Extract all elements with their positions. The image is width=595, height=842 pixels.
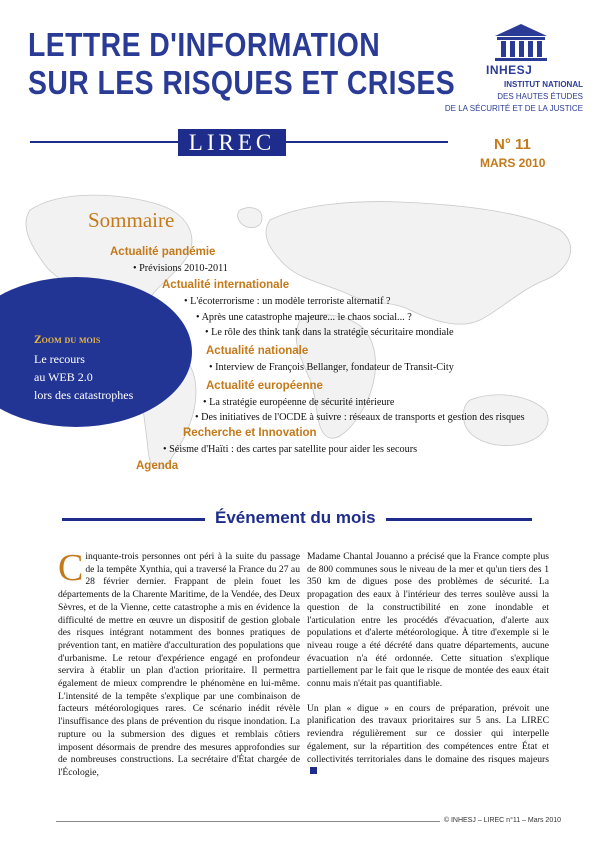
toc-section-pandemie[interactable]: Actualité pandémie (110, 246, 216, 258)
sommaire-title: Sommaire (88, 208, 175, 232)
toc-item[interactable]: • L'écoterrorisme : un modèle terroriste alternatif ? (184, 296, 391, 307)
toc-section-nationale[interactable]: Actualité nationale (206, 345, 309, 357)
article-text-1: inquante-trois personnes ont péri à la suite du passage de la tempête Xynthia, qui a traversé la France du 27 au 28 février dernier. Frappant de plein fouet les départements de la Charente Maritime, de la Vendée, des Deux Sèvres, et de la Vienne, cette catastrophe a mis en évidence la difficulté de mettre en œuvre un dispositif de gestion globale des risques intégrant notamment des bonnes pratiques de prévention tant, en matière d'acculturation des populations que d'urbanisme. Le retour d'expérience engagé en profondeur servira à établir un plan d'action prioritaire. Il permettra également de mieux comprendre le phénomène en lui-même. L'intensité de la tempête s'explique par une combinaison de facteurs météorologiques rares. Ce scénario inédit révèle l'insuffisance des plans de prévention du risque inondation. La rupture ou la submersion des digues et remblais côtiers imposent désormais de prendre des mesures approfondies sur de nombreuses constructions. La secrétaire d'État chargée de l'Écologie, (58, 551, 300, 778)
toc-section-recherche[interactable]: Recherche et Innovation (183, 427, 317, 439)
zoom-line-3: lors des catastrophes (34, 388, 134, 402)
issue-date: MARS 2010 (480, 156, 546, 170)
event-title: Événement du mois (205, 508, 386, 528)
article-text-3: Un plan « digue » en cours de préparation, prévoit une planification des travaux prioritaires sur 5 ans. La LIREC reviendra régulièrement sur ce dossier qui interpelle également, sur la répartition des compétences entre État et collectivités territoriales dans le domaine des risques majeurs (307, 702, 549, 765)
org-line-1: INSTITUT NATIONAL (504, 80, 583, 89)
toc-section-europeenne[interactable]: Actualité européenne (206, 380, 323, 392)
title-line-1: LETTRE D'INFORMATION (28, 26, 381, 63)
org-short-name: INHESJ (486, 63, 533, 77)
toc-section-internationale[interactable]: Actualité internationale (162, 279, 290, 291)
toc-section-agenda[interactable]: Agenda (136, 460, 179, 472)
article-column-2 (307, 551, 549, 779)
toc-item[interactable]: • Prévisions 2010-2011 (133, 263, 228, 274)
footer-text: © INHESJ – LIREC n°11 – Mars 2010 (440, 817, 561, 824)
zoom-label: Zoom du mois (34, 334, 101, 346)
issue-number: N° 11 (494, 136, 531, 153)
zoom-line-2: au WEB 2.0 (34, 370, 93, 384)
zoom-line-1: Le recours (34, 352, 85, 366)
article-text-2: Madame Chantal Jouanno a précisé que la France compte plus de 800 communes sous le niveau de la mer et qu'un tiers des 1 350 km de digues pose des problèmes de sécurité. La propagation des eaux à l'intérieur des terres soulève aussi la question de la constructibilité en zone inondable et l'articulation entre les procédés d'évacuation, d'alerte aux populations et d'alerte météorologique. À titre d'exemple si le niveau rouge a été décrété dans quatre départements, aucune évacuation n'a été ordonnée. Cette situation s'explique partiellement par le fait que le risque de montée des eaux était connu mais n'était pas quantifiable. (307, 551, 549, 690)
end-square-icon (310, 767, 317, 774)
title-line-2: SUR LES RISQUES ET CRISES (28, 64, 456, 101)
article-column-1 (58, 547, 300, 780)
lirec-badge: LIREC (178, 129, 286, 156)
toc-item[interactable]: • La stratégie européenne de sécurité intérieure (203, 397, 395, 408)
inhesj-logo-icon (491, 22, 551, 62)
toc-item[interactable]: • Séisme d'Haïti : des cartes par satellite pour aider les secours (163, 444, 418, 455)
toc-item[interactable]: • Le rôle des think tank dans la stratégie sécuritaire mondiale (205, 327, 454, 338)
org-line-3: DE LA SÉCURITÉ ET DE LA JUSTICE (444, 104, 583, 113)
toc-item[interactable]: • Des initiatives de l'OCDE à suivre : réseaux de transports et gestion des risques (195, 412, 525, 423)
toc-item[interactable]: • Après une catastrophe majeure... le chaos social... ? (196, 312, 412, 323)
org-line-2: DES HAUTES ÉTUDES (497, 92, 583, 101)
drop-cap: C (58, 547, 84, 589)
toc-item[interactable]: • Interview de François Bellanger, fondateur de Transit-City (209, 362, 454, 373)
